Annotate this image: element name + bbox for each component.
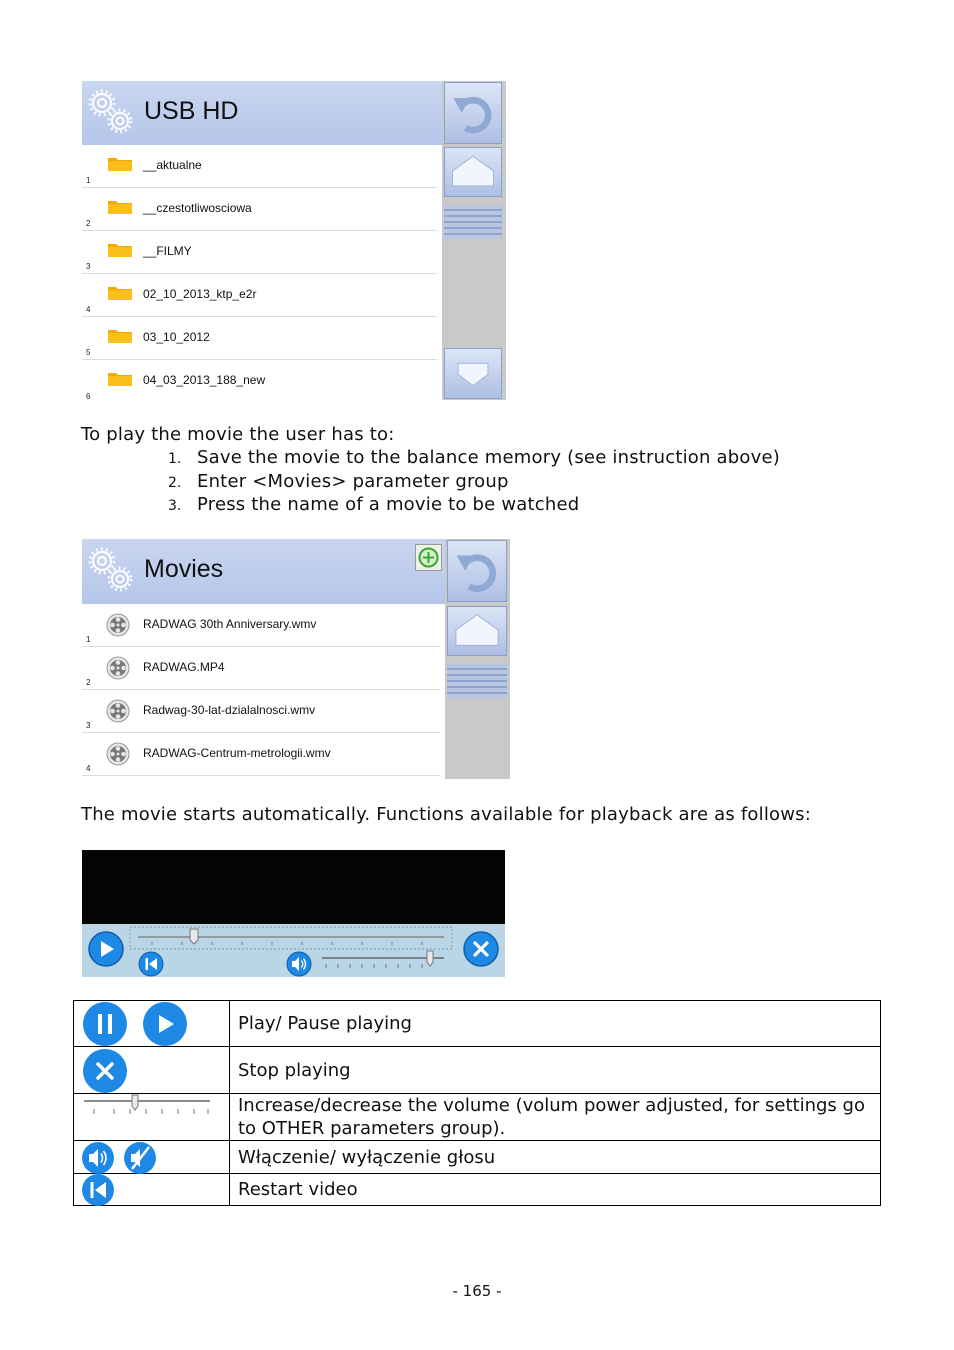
list-item[interactable] xyxy=(82,317,437,360)
page-number: - 165 - xyxy=(452,1282,502,1300)
sound-off-icon xyxy=(123,1141,157,1175)
usb-hd-panel xyxy=(82,81,506,400)
list-item-label: Radwag-30-lat-dzialalnosci.wmv xyxy=(143,703,316,717)
home-button[interactable] xyxy=(447,606,507,656)
list-item-label: 04_03_2013_188_new xyxy=(143,373,266,387)
table-row xyxy=(74,1141,881,1174)
table-row xyxy=(74,1001,881,1047)
table-row xyxy=(74,1174,881,1206)
volume-slider[interactable] xyxy=(320,950,450,976)
down-arrow-icon xyxy=(445,349,501,398)
film-reel-icon xyxy=(106,742,130,766)
usb-hd-list xyxy=(82,145,437,400)
step-number: 3. xyxy=(168,498,182,514)
function-description: Stop playing xyxy=(230,1047,881,1094)
folder-icon xyxy=(108,242,132,257)
film-reel-icon xyxy=(106,656,130,680)
gears-icon xyxy=(86,87,136,137)
instructions-intro: To play the movie the user has to: xyxy=(81,424,395,445)
pause-icon xyxy=(81,1000,129,1048)
volume-slider-icon xyxy=(82,1094,212,1122)
list-item-label: RADWAG-Centrum-metrologii.wmv xyxy=(143,746,331,760)
list-item-number: 2 xyxy=(86,219,91,228)
list-item-number: 6 xyxy=(86,392,91,400)
playback-intro: The movie starts automatically. Functions available for playback are as follows: xyxy=(81,804,812,825)
usb-hd-title: USB HD xyxy=(144,97,239,125)
function-icons xyxy=(74,1001,230,1047)
list-item[interactable] xyxy=(82,604,440,647)
list-item[interactable] xyxy=(82,647,440,690)
function-description: Włączenie/ wyłączenie głosu xyxy=(230,1141,881,1174)
video-player xyxy=(82,850,505,977)
folder-icon xyxy=(108,156,132,171)
list-item-label: __FILMY xyxy=(143,244,192,258)
step-text: Enter <Movies> parameter group xyxy=(197,471,509,492)
list-item-label: __czestotliwosciowa xyxy=(143,201,252,215)
step-text: Press the name of a movie to be watched xyxy=(197,494,580,515)
sound-on-icon xyxy=(81,1141,115,1175)
list-item-number: 3 xyxy=(86,262,91,271)
back-button[interactable] xyxy=(444,82,502,144)
function-icons xyxy=(74,1094,230,1141)
list-item-label: RADWAG 30th Anniversary.wmv xyxy=(143,617,317,631)
step-number: 1. xyxy=(168,451,182,467)
film-reel-icon xyxy=(106,613,130,637)
list-item-number: 1 xyxy=(86,635,91,644)
list-item-label: 03_10_2012 xyxy=(143,330,210,344)
stop-icon xyxy=(81,1047,129,1095)
stop-button[interactable] xyxy=(462,930,500,968)
step-number: 2. xyxy=(168,475,182,491)
list-item-number: 1 xyxy=(86,176,91,185)
home-button[interactable] xyxy=(444,147,502,197)
step-text: Save the movie to the balance memory (see instruction above) xyxy=(197,447,780,468)
list-item[interactable] xyxy=(82,360,437,400)
list-item-number: 3 xyxy=(86,721,91,730)
folder-icon xyxy=(108,199,132,214)
back-arrow-icon xyxy=(448,541,506,601)
functions-table xyxy=(73,1000,881,1206)
play-button[interactable] xyxy=(87,930,125,968)
list-item[interactable] xyxy=(82,274,437,317)
folder-icon xyxy=(108,371,132,386)
back-button[interactable] xyxy=(447,540,507,602)
list-item[interactable] xyxy=(82,188,437,231)
movies-title: Movies xyxy=(144,555,224,583)
home-icon xyxy=(448,607,506,655)
list-item-number: 2 xyxy=(86,678,91,687)
plus-icon xyxy=(416,545,441,570)
list-item-number: 4 xyxy=(86,764,91,773)
table-row xyxy=(74,1047,881,1094)
add-button[interactable] xyxy=(415,544,442,571)
list-item[interactable] xyxy=(82,145,437,188)
list-item[interactable] xyxy=(82,690,440,733)
sound-on-button[interactable] xyxy=(286,951,312,977)
scroll-down-button[interactable] xyxy=(444,348,502,399)
movies-list xyxy=(82,604,440,779)
function-description: Play/ Pause playing xyxy=(230,1001,881,1047)
list-item-number: 4 xyxy=(86,305,91,314)
restart-icon xyxy=(81,1173,115,1207)
list-item[interactable] xyxy=(82,231,437,274)
movies-sidebar xyxy=(445,539,510,779)
list-item-number: 5 xyxy=(86,348,91,357)
movies-panel xyxy=(82,539,510,779)
list-item[interactable] xyxy=(82,733,440,776)
scrollbar-thumb[interactable] xyxy=(447,664,507,698)
function-description: Restart video xyxy=(230,1174,881,1206)
table-row xyxy=(74,1094,881,1141)
folder-icon xyxy=(108,328,132,343)
film-reel-icon xyxy=(106,699,130,723)
list-item-label: 02_10_2013_ktp_e2r xyxy=(143,287,257,301)
usb-hd-sidebar xyxy=(442,81,506,400)
list-item-label: RADWAG.MP4 xyxy=(143,660,225,674)
movies-header xyxy=(82,539,445,604)
function-icons xyxy=(74,1174,230,1206)
list-item-label: __aktualne xyxy=(143,158,202,172)
function-icons xyxy=(74,1047,230,1094)
gears-icon xyxy=(86,545,136,595)
function-icons xyxy=(74,1141,230,1174)
function-description: Increase/decrease the volume (volum power adjusted, for settings go to OTHER parameters group). xyxy=(230,1094,881,1141)
progress-slider[interactable] xyxy=(132,927,452,949)
home-icon xyxy=(445,148,501,196)
play-icon xyxy=(141,1000,189,1048)
folder-icon xyxy=(108,285,132,300)
back-arrow-icon xyxy=(445,83,501,143)
restart-button[interactable] xyxy=(138,951,164,977)
scrollbar-thumb[interactable] xyxy=(444,205,502,239)
usb-hd-header xyxy=(82,81,442,145)
